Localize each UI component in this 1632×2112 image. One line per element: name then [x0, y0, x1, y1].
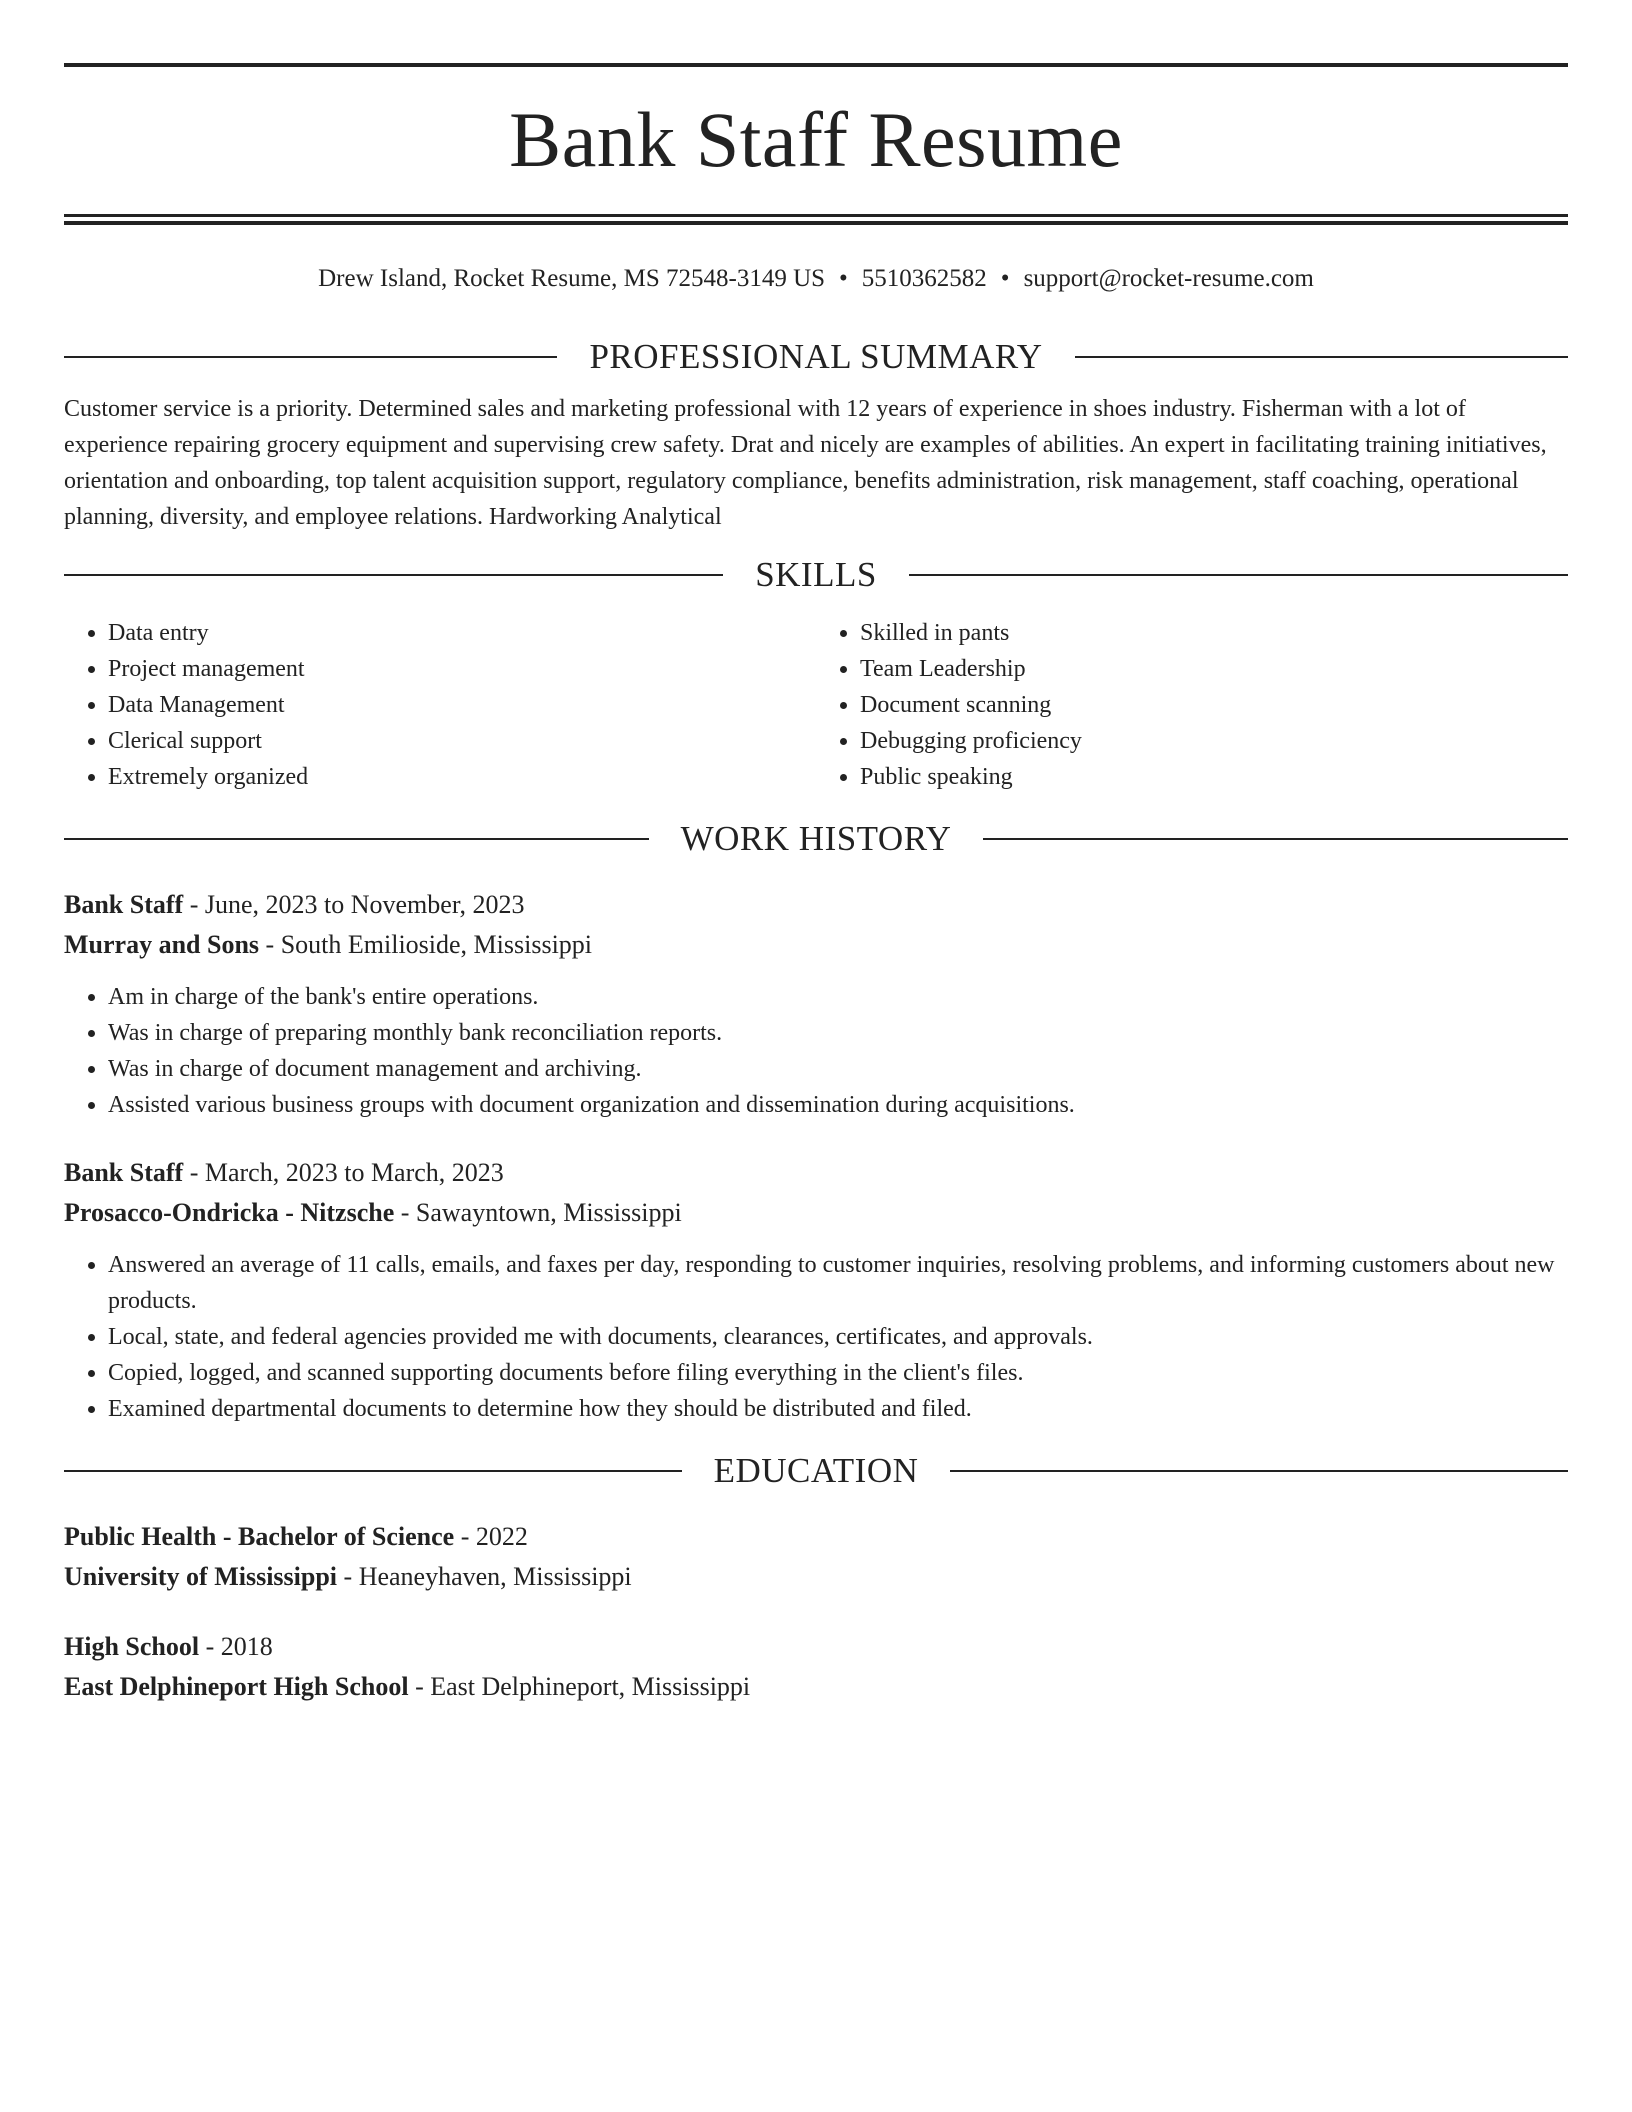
job-dates: - June, 2023 to November, 2023	[183, 890, 525, 919]
section-rule	[64, 838, 649, 840]
summary-text: Customer service is a priority. Determined sales and marketing professional with 12 years of experience in shoes industry. Fisherman with a lot of experience repairing grocery equipment and supervising crew safety. Drat and nicely are examples of abilities. An expert in facilitating training initiatives, orientation and onboarding, top talent acquisition support, regulatory compliance, benefits administration, risk management, staff coaching, operational planning, diversity, and employee relations. Hardworking Analytical	[64, 396, 1547, 530]
job-company-line	[64, 925, 1568, 965]
contact-separator: •	[1000, 265, 1010, 292]
education-degree-line	[64, 1517, 1568, 1557]
job-duty: • Was in charge of document management and archiving.	[108, 1051, 1568, 1087]
skill-item: • Extremely organized	[108, 759, 816, 795]
education-year: - 2018	[199, 1632, 273, 1661]
job-duty: • Was in charge of preparing monthly bank reconciliation reports.	[108, 1015, 1568, 1051]
skill-item: • Team Leadership	[860, 651, 1568, 687]
contact-address: Drew Island, Rocket Resume, MS 72548-3149 US	[318, 265, 826, 292]
contact-separator: •	[839, 265, 848, 292]
resume-title: Bank Staff Resume	[509, 96, 1123, 183]
section-rule	[983, 838, 1568, 840]
section-rule	[64, 574, 723, 576]
job-entry	[64, 885, 1568, 1123]
education-school: University of Mississippi	[64, 1562, 338, 1591]
job-title: Bank Staff	[64, 890, 184, 919]
job-duty: • Assisted various business groups with document organization and dissemination during acquisitions.	[108, 1087, 1568, 1123]
skill-item: • Document scanning	[860, 687, 1568, 723]
skill-item: • Clerical support	[108, 723, 816, 759]
resume-page	[64, 0, 1568, 1707]
job-company-line	[64, 1193, 1568, 1233]
job-duty: • Am in charge of the bank's entire operations.	[108, 979, 1568, 1015]
job-title-line	[64, 885, 1568, 925]
job-entry	[64, 1153, 1568, 1427]
top-rule	[64, 63, 1568, 67]
education-year: - 2022	[454, 1522, 528, 1551]
skill-item: • Data Management	[108, 687, 816, 723]
job-location: - Sawayntown, Mississippi	[394, 1198, 682, 1227]
work-heading: WORK HISTORY	[680, 819, 952, 858]
skills-column-right	[816, 615, 1568, 795]
title-double-rule	[64, 214, 1568, 225]
job-company: Murray and Sons	[64, 930, 260, 959]
education-school-line	[64, 1667, 1568, 1707]
job-company: Prosacco-Ondricka - Nitzsche	[64, 1198, 395, 1227]
job-duties	[64, 1247, 1568, 1427]
skills-column-left	[64, 615, 816, 795]
job-location: - South Emilioside, Mississippi	[259, 930, 593, 959]
job-title-line	[64, 1153, 1568, 1193]
job-duty: • Examined departmental documents to determine how they should be distributed and filed.	[108, 1391, 1568, 1427]
skills-section-header	[64, 553, 1568, 597]
contact-phone: 5510362582	[861, 265, 987, 292]
skills-list	[64, 615, 1568, 795]
job-dates: - March, 2023 to March, 2023	[183, 1158, 504, 1187]
job-duties	[64, 979, 1568, 1123]
skill-item: • Public speaking	[860, 759, 1568, 795]
job-duty: • Copied, logged, and scanned supporting documents before filing everything in the client's files.	[108, 1355, 1568, 1391]
skills-heading: SKILLS	[755, 555, 877, 594]
skill-item: • Project management	[108, 651, 816, 687]
education-location: - Heaneyhaven, Mississippi	[337, 1562, 632, 1591]
section-rule	[909, 574, 1568, 576]
education-school: East Delphineport High School	[64, 1672, 409, 1701]
summary-section-header	[64, 335, 1568, 379]
skill-item: • Debugging proficiency	[860, 723, 1568, 759]
education-section-header	[64, 1449, 1568, 1493]
job-duty: • Answered an average of 11 calls, emails, and faxes per day, responding to customer inquiries, resolving problems, and informing customers about new products.	[108, 1247, 1568, 1319]
skill-item: • Skilled in pants	[860, 615, 1568, 651]
education-degree-line	[64, 1627, 1568, 1667]
education-entry	[64, 1517, 1568, 1597]
section-rule	[64, 1470, 682, 1472]
section-rule	[950, 1470, 1568, 1472]
skill-item: • Data entry	[108, 615, 816, 651]
education-school-line	[64, 1557, 1568, 1597]
education-degree: High School	[64, 1632, 200, 1661]
education-heading: EDUCATION	[713, 1451, 919, 1490]
education-location: - East Delphineport, Mississippi	[408, 1672, 751, 1701]
job-duty: • Local, state, and federal agencies provided me with documents, clearances, certificates, and approvals.	[108, 1319, 1568, 1355]
section-rule	[1075, 356, 1568, 358]
section-rule	[64, 356, 557, 358]
education-entry	[64, 1627, 1568, 1707]
education-degree: Public Health - Bachelor of Science	[64, 1522, 455, 1551]
contact-line	[64, 261, 1568, 297]
summary-heading: PROFESSIONAL SUMMARY	[589, 337, 1043, 376]
contact-email: support@rocket-resume.com	[1023, 265, 1314, 292]
job-title: Bank Staff	[64, 1158, 184, 1187]
work-section-header	[64, 817, 1568, 861]
